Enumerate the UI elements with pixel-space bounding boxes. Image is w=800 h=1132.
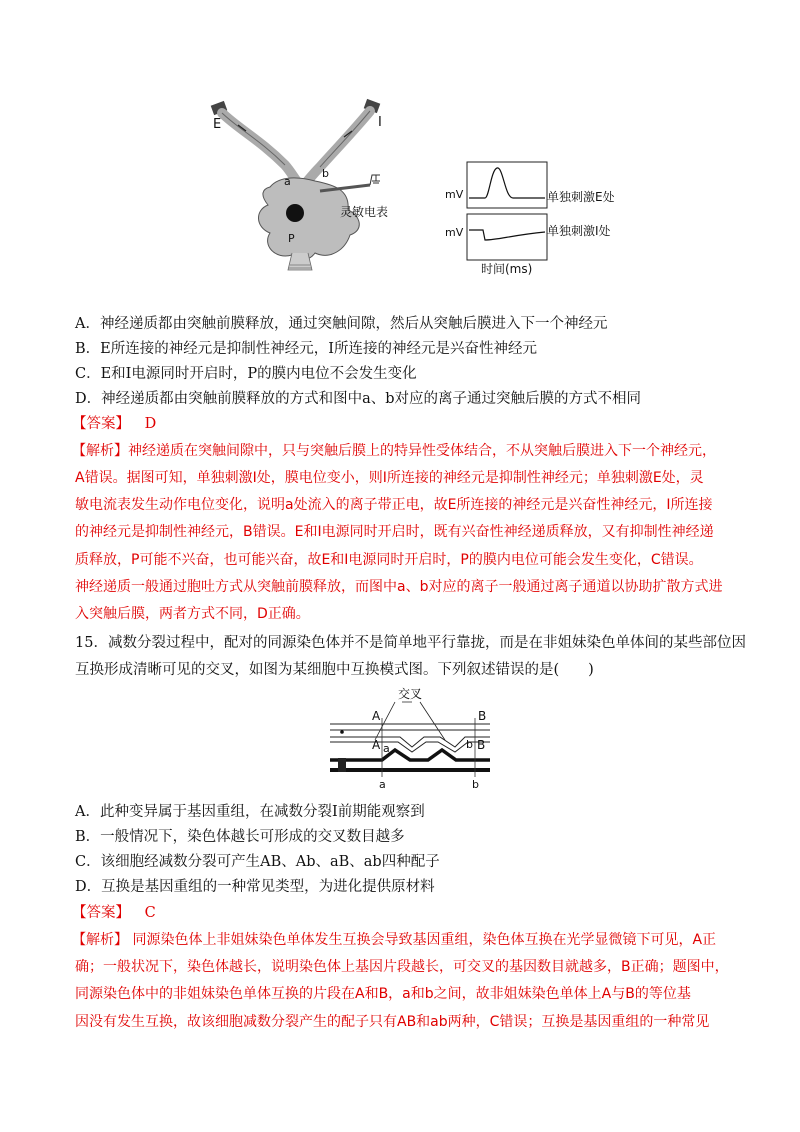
label-b-bottom: b <box>472 778 479 791</box>
q14-analysis-line: 【解析】神经递质在突触间隙中，只与突触后膜上的特异性受体结合，不从突触后膜进入下一个神经元， <box>72 443 716 459</box>
q14-analysis-line: 神经递质一般通过胞吐方式从突触前膜释放，而图中a、b对应的离子一般通过离子通道以协助扩散方式进 <box>75 579 723 595</box>
graph1-caption: 单独刺激E处 <box>547 190 615 204</box>
q14-analysis-line: 质释放，P可能不兴奋，也可能兴奋，故E和I电源同时开启时，P的膜内电位可能会发生变化，C错误。 <box>75 552 703 568</box>
q15-analysis-line: 确；一般状况下，染色体越长，说明染色体上基因片段越长，可交叉的基因数目就越多，B正确；题图中， <box>75 959 729 975</box>
label-B-top: B <box>478 709 487 723</box>
potential-graphs <box>443 160 683 275</box>
q15-answer-label: 【答案】 <box>72 905 130 921</box>
q15-analysis-line: 因没有发生互换，故该细胞减数分裂产生的配子只有AB和ab两种，C错误；互换是基因重组的一种常见 <box>75 1014 710 1030</box>
q15-stem-line: 15．减数分裂过程中，配对的同源染色体并不是简单地平行靠拢，而是在非姐妹染色单体间的某些部位因 <box>75 635 746 651</box>
label-b: b <box>322 167 329 180</box>
graph2-caption: 单独刺激I处 <box>547 224 611 238</box>
label-B-mid: B <box>477 738 486 752</box>
potential-graph-svg <box>443 160 683 275</box>
q14-analysis-line: 入突触后膜，两者方式不同，D正确。 <box>75 606 310 622</box>
q14-option-b: B．E所连接的神经元是抑制性神经元，I所连接的神经元是兴奋性神经元 <box>75 341 537 357</box>
label-a-mid: a <box>383 742 390 755</box>
q15-analysis-line: 同源染色体中的非姐妹染色单体互换的片段在A和B，a和b之间，故非姐妹染色单体上A与B的等位基 <box>75 986 691 1002</box>
label-b-mid: b <box>466 738 473 751</box>
neuron-figure <box>200 95 440 280</box>
q15-analysis-line: 【解析】 同源染色体上非姐妹染色单体发生互换会导致基因重组，染色体互换在光学显微镜下可见，A正 <box>72 932 717 948</box>
q15-option-c: C．该细胞经减数分裂可产生AB、Ab、aB、ab四种配子 <box>75 854 440 870</box>
graph-xlabel: 时间(ms) <box>481 262 533 276</box>
label-A-top: A <box>372 709 381 723</box>
q14-answer-label: 【答案】 <box>72 416 130 432</box>
label-a: a <box>284 175 291 188</box>
q15-option-d: D．互换是基因重组的一种常见类型，为进化提供原材料 <box>75 879 435 895</box>
label-E: E <box>213 117 222 132</box>
q14-option-d: D．神经递质都由突触前膜释放的方式和图中a、b对应的离子通过突触后膜的方式不相同 <box>75 391 642 407</box>
label-A-mid: A <box>372 738 381 752</box>
label-a-bottom: a <box>379 778 386 791</box>
q15-stem-line: 互换形成清晰可见的交叉，如图为某细胞中互换模式图。下列叙述错误的是( ) <box>75 662 594 678</box>
q14-option-a: A．神经递质都由突触前膜释放，通过突触间隙，然后从突触后膜进入下一个神经元 <box>75 316 608 332</box>
q14-answer-value: D <box>144 416 157 432</box>
graph1-ylabel: mV <box>445 188 464 201</box>
graph2-ylabel: mV <box>445 226 464 239</box>
label-I: I <box>378 115 382 130</box>
q15-answer <box>72 901 156 922</box>
neuron-illustration <box>200 95 440 280</box>
q14-analysis-line: A错误。据图可知，单独刺激I处，膜电位变小，则I所连接的神经元是抑制性神经元；单独刺激E处，灵 <box>75 470 704 486</box>
q14-option-c: C．E和I电源同时开启时，P的膜内电位不会发生变化 <box>75 366 417 382</box>
q14-analysis-line: 敏电流表发生动作电位变化，说明a处流入的离子带正电，故E所连接的神经元是兴奋性神经元，I所连接 <box>75 497 713 513</box>
q14-analysis-line: 的神经元是抑制性神经元，B错误。E和I电源同时开启时，既有兴奋性神经递质释放，又有抑制性神经递 <box>75 524 714 540</box>
q15-option-b: B．一般情况下，染色体越长可形成的交叉数目越多 <box>75 829 405 845</box>
q15-option-a: A．此种变异属于基因重组，在减数分裂Ⅰ前期能观察到 <box>75 804 425 820</box>
label-cross: 交叉 <box>398 687 423 701</box>
crossover-figure <box>320 682 500 792</box>
q15-answer-value: C <box>144 905 156 921</box>
label-P: P <box>288 232 295 245</box>
label-meter: 灵敏电表 <box>340 205 389 219</box>
q14-answer <box>72 412 156 433</box>
